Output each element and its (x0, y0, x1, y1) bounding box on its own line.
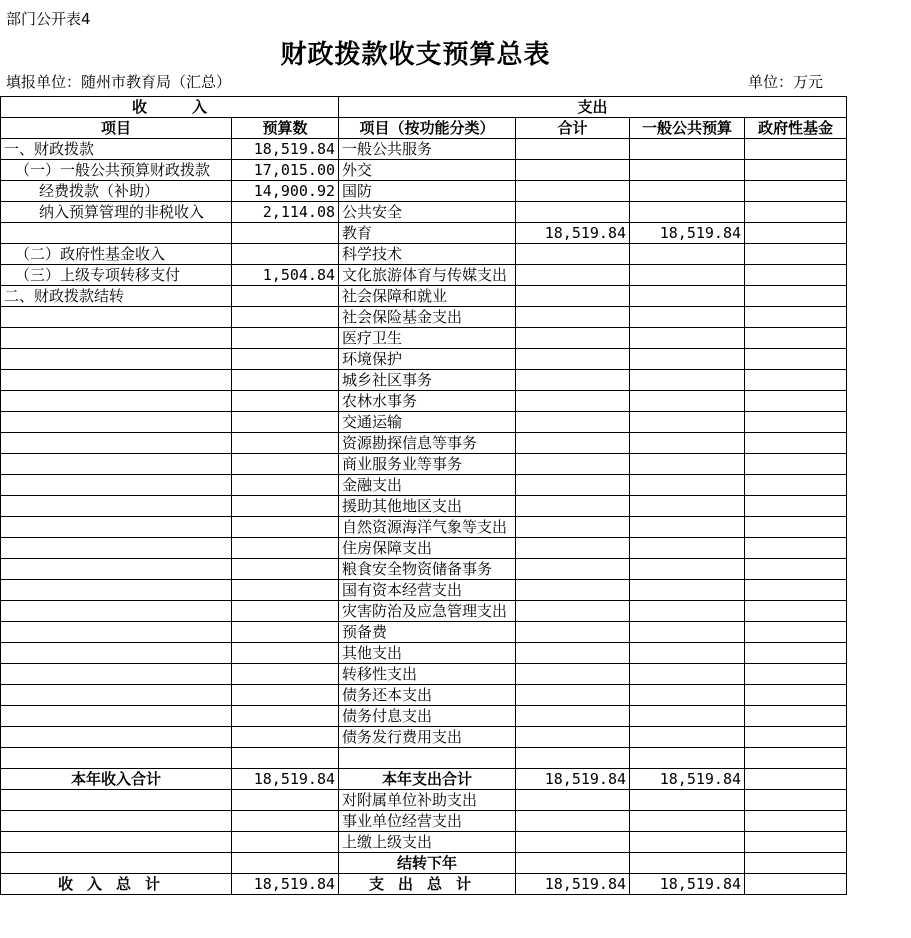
total-amount-cell (516, 622, 630, 643)
expense-item-cell: 资源勘探信息等事务 (339, 433, 516, 454)
expense-item-cell: 债务付息支出 (339, 706, 516, 727)
year-totals-row (1, 769, 847, 790)
table-row (1, 496, 847, 517)
gov-fund-amount-cell (745, 286, 847, 307)
budget-amount-cell: 1,504.84 (232, 265, 339, 286)
total-amount-cell (516, 475, 630, 496)
expense-item-cell: 对附属单位补助支出 (339, 790, 516, 811)
gov-fund-amount-cell (745, 517, 847, 538)
table-row (1, 622, 847, 643)
income-item-cell: （二）政府性基金收入 (1, 244, 232, 265)
table-row (1, 244, 847, 265)
income-item-cell (1, 370, 232, 391)
income-item-cell (1, 517, 232, 538)
budget-header: 预算数 (232, 118, 339, 139)
total-amount-cell (516, 853, 630, 874)
expense-item-cell: 外交 (339, 160, 516, 181)
gov-fund-amount-cell (745, 307, 847, 328)
general-budget-amount-cell (630, 454, 745, 475)
general-budget-amount-cell (630, 517, 745, 538)
expense-item-cell: 援助其他地区支出 (339, 496, 516, 517)
total-amount-cell: 18,519.84 (516, 223, 630, 244)
total-amount-cell (516, 559, 630, 580)
expense-item-cell: 自然资源海洋气象等支出 (339, 517, 516, 538)
year-income-total-label: 本年收入合计 (1, 769, 232, 790)
gov-fund-amount-cell (745, 391, 847, 412)
carry-forward-row (1, 853, 847, 874)
gov-fund-amount-cell (745, 538, 847, 559)
table-row (1, 727, 847, 748)
general-budget-amount-cell (630, 622, 745, 643)
table-row (1, 433, 847, 454)
income-item-cell (1, 832, 232, 853)
income-item-cell (1, 790, 232, 811)
general-budget-amount-cell (630, 139, 745, 160)
gov-fund-amount-cell (745, 811, 847, 832)
carry-forward-label: 结转下年 (339, 853, 516, 874)
gov-fund-amount-cell (745, 559, 847, 580)
gov-fund-amount-cell (745, 412, 847, 433)
total-amount-cell (516, 538, 630, 559)
income-item-cell (1, 643, 232, 664)
total-amount-cell (516, 391, 630, 412)
total-amount-cell (516, 727, 630, 748)
income-item-header: 项目 (1, 118, 232, 139)
general-budget-amount-cell (630, 853, 745, 874)
table-row (1, 706, 847, 727)
budget-amount-cell (232, 223, 339, 244)
general-budget-amount-cell (630, 643, 745, 664)
income-item-cell: （一）一般公共预算财政拨款 (1, 160, 232, 181)
expense-item-cell: 住房保障支出 (339, 538, 516, 559)
page-title: 财政拨款收支预算总表 (280, 40, 551, 70)
income-item-cell (1, 223, 232, 244)
table-row (1, 286, 847, 307)
year-expense-total-amount: 18,519.84 (516, 769, 630, 790)
grand-expense-total-amount: 18,519.84 (516, 874, 630, 895)
expense-item-cell: 城乡社区事务 (339, 370, 516, 391)
budget-amount-cell (232, 475, 339, 496)
year-general-budget-total-amount: 18,519.84 (630, 769, 745, 790)
general-budget-amount-cell (630, 412, 745, 433)
income-item-cell (1, 454, 232, 475)
total-amount-cell (516, 664, 630, 685)
gov-fund-amount-cell (745, 202, 847, 223)
gov-fund-amount-cell (745, 496, 847, 517)
expense-item-cell: 转移性支出 (339, 664, 516, 685)
general-budget-amount-cell (630, 286, 745, 307)
table-row (1, 538, 847, 559)
expense-group-header: 支出 (339, 97, 847, 118)
income-item-cell (1, 580, 232, 601)
table-row (1, 139, 847, 160)
expense-item-cell: 社会保障和就业 (339, 286, 516, 307)
total-amount-cell (516, 496, 630, 517)
table-row (1, 685, 847, 706)
table-row (1, 265, 847, 286)
expense-item-header: 项目（按功能分类） (339, 118, 516, 139)
general-budget-amount-cell (630, 811, 745, 832)
budget-amount-cell (232, 811, 339, 832)
budget-amount-cell (232, 349, 339, 370)
table-row (1, 559, 847, 580)
total-amount-cell (516, 160, 630, 181)
general-budget-amount-cell (630, 349, 745, 370)
budget-amount-cell (232, 307, 339, 328)
general-budget-amount-cell (630, 475, 745, 496)
gov-fund-amount-cell (745, 601, 847, 622)
table-row (1, 832, 847, 853)
document-number: 部门公开表4 (6, 10, 91, 28)
header-row-group (1, 97, 847, 118)
total-amount-cell (516, 349, 630, 370)
table-row (1, 307, 847, 328)
income-item-cell (1, 853, 232, 874)
general-budget-amount-cell (630, 601, 745, 622)
expense-item-cell: 交通运输 (339, 412, 516, 433)
table-row (1, 475, 847, 496)
grand-expense-total-label: 支出总计 (339, 874, 516, 895)
budget-amount-cell (232, 727, 339, 748)
total-amount-cell (516, 139, 630, 160)
table-row (1, 580, 847, 601)
expense-item-cell: 粮食安全物资储备事务 (339, 559, 516, 580)
budget-amount-cell (232, 664, 339, 685)
expense-item-cell: 金融支出 (339, 475, 516, 496)
income-item-cell (1, 328, 232, 349)
table-row (1, 811, 847, 832)
general-budget-amount-cell (630, 265, 745, 286)
budget-amount-cell (232, 496, 339, 517)
year-expense-total-label: 本年支出合计 (339, 769, 516, 790)
income-item-cell: 二、财政拨款结转 (1, 286, 232, 307)
income-item-cell: （三）上级专项转移支付 (1, 265, 232, 286)
expense-item-cell: 灾害防治及应急管理支出 (339, 601, 516, 622)
grand-income-total-amount: 18,519.84 (232, 874, 339, 895)
expense-item-cell (339, 748, 516, 769)
budget-amount-cell (232, 412, 339, 433)
table-row (1, 454, 847, 475)
gov-fund-amount-cell (745, 433, 847, 454)
gov-fund-amount-cell (745, 727, 847, 748)
expense-item-cell: 科学技术 (339, 244, 516, 265)
general-budget-amount-cell: 18,519.84 (630, 223, 745, 244)
income-item-cell (1, 622, 232, 643)
table-row (1, 328, 847, 349)
income-item-cell (1, 706, 232, 727)
budget-amount-cell (232, 286, 339, 307)
year-income-total-amount: 18,519.84 (232, 769, 339, 790)
general-budget-amount-cell (630, 244, 745, 265)
gov-fund-amount-cell (745, 580, 847, 601)
expense-item-cell: 环境保护 (339, 349, 516, 370)
general-budget-amount-cell (630, 538, 745, 559)
expense-item-cell: 医疗卫生 (339, 328, 516, 349)
gov-fund-amount-cell (745, 475, 847, 496)
table-row (1, 643, 847, 664)
income-item-cell: 一、财政拨款 (1, 139, 232, 160)
table-row (1, 181, 847, 202)
general-budget-amount-cell (630, 685, 745, 706)
total-amount-cell (516, 370, 630, 391)
gov-fund-amount-cell (745, 664, 847, 685)
budget-amount-cell (232, 706, 339, 727)
budget-amount-cell (232, 853, 339, 874)
table-row (1, 664, 847, 685)
general-budget-amount-cell (630, 748, 745, 769)
general-budget-header: 一般公共预算 (630, 118, 745, 139)
general-budget-amount-cell (630, 202, 745, 223)
general-budget-amount-cell (630, 832, 745, 853)
total-amount-cell (516, 181, 630, 202)
budget-amount-cell (232, 244, 339, 265)
expense-item-cell: 事业单位经营支出 (339, 811, 516, 832)
gov-fund-amount-cell (745, 160, 847, 181)
expense-item-cell: 一般公共服务 (339, 139, 516, 160)
expense-item-cell: 社会保险基金支出 (339, 307, 516, 328)
gov-fund-amount-cell (745, 349, 847, 370)
income-item-cell (1, 811, 232, 832)
income-item-cell (1, 685, 232, 706)
gov-fund-header: 政府性基金 (745, 118, 847, 139)
grand-gov-fund-total-amount (745, 874, 847, 895)
expense-item-cell: 公共安全 (339, 202, 516, 223)
general-budget-amount-cell (630, 328, 745, 349)
table-row (1, 349, 847, 370)
table-row (1, 370, 847, 391)
total-header: 合计 (516, 118, 630, 139)
budget-amount-cell (232, 454, 339, 475)
gov-fund-amount-cell (745, 328, 847, 349)
income-item-cell (1, 496, 232, 517)
gov-fund-amount-cell (745, 244, 847, 265)
total-amount-cell (516, 685, 630, 706)
budget-amount-cell (232, 517, 339, 538)
general-budget-amount-cell (630, 160, 745, 181)
total-amount-cell (516, 517, 630, 538)
expense-item-cell: 国有资本经营支出 (339, 580, 516, 601)
budget-amount-cell (232, 433, 339, 454)
grand-totals-row (1, 874, 847, 895)
general-budget-amount-cell (630, 559, 745, 580)
currency-unit: 单位：万元 (748, 73, 824, 91)
general-budget-amount-cell (630, 370, 745, 391)
table-row (1, 391, 847, 412)
total-amount-cell (516, 790, 630, 811)
total-amount-cell (516, 748, 630, 769)
general-budget-amount-cell (630, 727, 745, 748)
budget-amount-cell (232, 538, 339, 559)
year-gov-fund-total-amount (745, 769, 847, 790)
total-amount-cell (516, 454, 630, 475)
total-amount-cell (516, 706, 630, 727)
total-amount-cell (516, 328, 630, 349)
gov-fund-amount-cell (745, 370, 847, 391)
budget-table (0, 96, 847, 895)
general-budget-amount-cell (630, 496, 745, 517)
expense-item-cell: 债务还本支出 (339, 685, 516, 706)
expense-item-cell: 上缴上级支出 (339, 832, 516, 853)
general-budget-amount-cell (630, 706, 745, 727)
expense-item-cell: 商业服务业等事务 (339, 454, 516, 475)
budget-amount-cell (232, 328, 339, 349)
gov-fund-amount-cell (745, 265, 847, 286)
income-group-header: 收 入 (1, 97, 339, 118)
table-row (1, 160, 847, 181)
table-row (1, 517, 847, 538)
total-amount-cell (516, 433, 630, 454)
budget-amount-cell (232, 391, 339, 412)
income-item-cell (1, 391, 232, 412)
gov-fund-amount-cell (745, 454, 847, 475)
income-item-cell (1, 538, 232, 559)
total-amount-cell (516, 643, 630, 664)
budget-amount-cell: 14,900.92 (232, 181, 339, 202)
general-budget-amount-cell (630, 580, 745, 601)
gov-fund-amount-cell (745, 853, 847, 874)
income-item-cell (1, 664, 232, 685)
total-amount-cell (516, 601, 630, 622)
expense-item-cell: 国防 (339, 181, 516, 202)
gov-fund-amount-cell (745, 643, 847, 664)
general-budget-amount-cell (630, 391, 745, 412)
gov-fund-amount-cell (745, 748, 847, 769)
expense-item-cell: 农林水事务 (339, 391, 516, 412)
budget-amount-cell (232, 622, 339, 643)
total-amount-cell (516, 202, 630, 223)
total-amount-cell (516, 265, 630, 286)
header-row-columns (1, 118, 847, 139)
total-amount-cell (516, 580, 630, 601)
budget-amount-cell (232, 601, 339, 622)
income-item-cell (1, 559, 232, 580)
table-row (1, 223, 847, 244)
expense-item-cell: 预备费 (339, 622, 516, 643)
income-item-cell (1, 475, 232, 496)
total-amount-cell (516, 832, 630, 853)
general-budget-amount-cell (630, 664, 745, 685)
budget-amount-cell (232, 685, 339, 706)
budget-amount-cell: 2,114.08 (232, 202, 339, 223)
budget-amount-cell (232, 580, 339, 601)
general-budget-amount-cell (630, 433, 745, 454)
budget-amount-cell (232, 643, 339, 664)
income-item-cell (1, 433, 232, 454)
income-item-cell (1, 412, 232, 433)
expense-item-cell: 文化旅游体育与传媒支出 (339, 265, 516, 286)
budget-amount-cell (232, 559, 339, 580)
budget-amount-cell: 17,015.00 (232, 160, 339, 181)
total-amount-cell (516, 244, 630, 265)
gov-fund-amount-cell (745, 706, 847, 727)
table-row (1, 412, 847, 433)
income-item-cell (1, 601, 232, 622)
table-row (1, 601, 847, 622)
gov-fund-amount-cell (745, 685, 847, 706)
grand-general-budget-total-amount: 18,519.84 (630, 874, 745, 895)
budget-amount-cell: 18,519.84 (232, 139, 339, 160)
total-amount-cell (516, 286, 630, 307)
table-row (1, 790, 847, 811)
budget-amount-cell (232, 370, 339, 391)
gov-fund-amount-cell (745, 832, 847, 853)
budget-amount-cell (232, 790, 339, 811)
table-row (1, 748, 847, 769)
general-budget-amount-cell (630, 181, 745, 202)
expense-item-cell: 其他支出 (339, 643, 516, 664)
gov-fund-amount-cell (745, 139, 847, 160)
income-item-cell (1, 307, 232, 328)
budget-amount-cell (232, 748, 339, 769)
table-row (1, 202, 847, 223)
total-amount-cell (516, 307, 630, 328)
gov-fund-amount-cell (745, 181, 847, 202)
total-amount-cell (516, 412, 630, 433)
income-item-cell (1, 349, 232, 370)
gov-fund-amount-cell (745, 622, 847, 643)
expense-item-cell: 教育 (339, 223, 516, 244)
income-item-cell: 纳入预算管理的非税收入 (1, 202, 232, 223)
income-item-cell: 经费拨款（补助） (1, 181, 232, 202)
grand-income-total-label: 收入总计 (1, 874, 232, 895)
gov-fund-amount-cell (745, 790, 847, 811)
gov-fund-amount-cell (745, 223, 847, 244)
general-budget-amount-cell (630, 790, 745, 811)
expense-item-cell: 债务发行费用支出 (339, 727, 516, 748)
budget-amount-cell (232, 832, 339, 853)
fill-unit: 填报单位：随州市教育局（汇总） (6, 73, 232, 91)
income-item-cell (1, 727, 232, 748)
total-amount-cell (516, 811, 630, 832)
income-item-cell (1, 748, 232, 769)
general-budget-amount-cell (630, 307, 745, 328)
